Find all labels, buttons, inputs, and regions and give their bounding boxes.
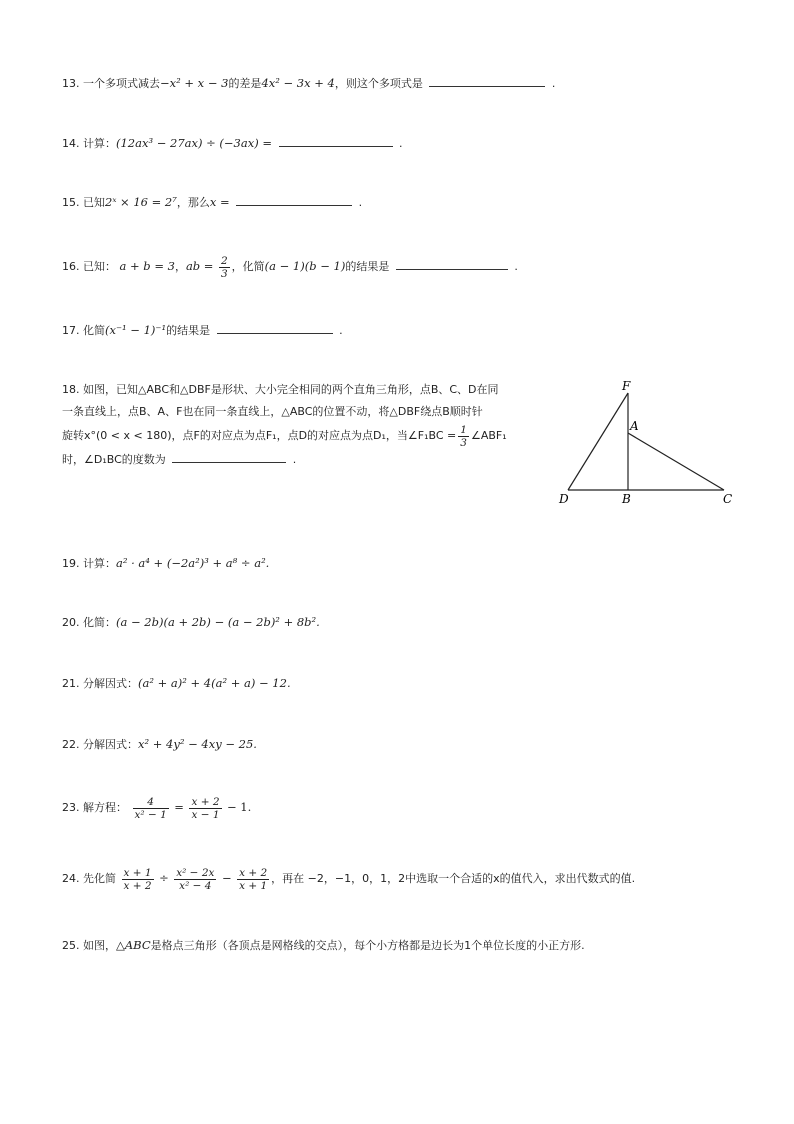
- q24-text-pre: 先化简: [83, 872, 116, 885]
- label-B: B: [622, 492, 631, 506]
- q21-expr: (a² + a)² + 4(a² + a) − 12.: [138, 676, 291, 690]
- q24-text-post: ，再在 −2，−1，0，1，2中选取一个合适的x的值代入，求出代数式的值.: [271, 872, 636, 885]
- q18-line-3: [62, 423, 552, 449]
- q17-answer-blank[interactable]: [217, 323, 333, 334]
- q19-expr: a² · a⁴ + (−2a²)³ + a⁸ ÷ a².: [116, 556, 270, 570]
- q13-expr1: −x² + x − 3: [160, 76, 229, 90]
- q23-tail: − 1.: [227, 800, 252, 814]
- line-AC: [628, 433, 724, 490]
- q18-fraction: [458, 424, 469, 449]
- q19-text-pre: 计算：: [83, 557, 116, 570]
- q14-answer-blank[interactable]: [279, 136, 393, 147]
- q15-end: .: [358, 196, 363, 209]
- q17-text-pre: 化简: [83, 324, 105, 337]
- question-17: [62, 323, 343, 338]
- q22-number: 22.: [62, 738, 80, 751]
- q21-text-pre: 分解因式：: [83, 677, 138, 690]
- q24-fraction-3: [237, 867, 269, 892]
- question-13: [62, 76, 555, 91]
- question-19: [62, 556, 269, 571]
- q18-answer-blank[interactable]: [172, 452, 286, 463]
- question-24: [62, 863, 635, 894]
- q18-triangle-figure: [556, 376, 740, 508]
- q13-answer-blank[interactable]: [429, 76, 545, 87]
- q21-number: 21.: [62, 677, 80, 690]
- q23-frac2-denominator: x − 1: [191, 808, 220, 821]
- q23-fraction-1: [133, 796, 169, 821]
- q18-number: 18.: [62, 383, 80, 396]
- q17-end: .: [339, 324, 343, 337]
- q17-number: 17.: [62, 324, 80, 337]
- line-DF: [568, 393, 628, 490]
- q25-number: 25.: [62, 939, 80, 952]
- q16-answer-blank[interactable]: [396, 259, 508, 270]
- q22-expr: x² + 4y² − 4xy − 25.: [138, 737, 257, 751]
- q13-text-pre: 一个多项式减去: [83, 77, 160, 90]
- q15-number: 15.: [62, 196, 80, 209]
- question-20: [62, 615, 320, 630]
- q16-cond2: ab =: [185, 259, 214, 273]
- q15-var: x =: [209, 195, 230, 209]
- q24-number: 24.: [62, 872, 80, 885]
- q15-text-pre: 已知: [83, 196, 105, 209]
- q14-text-pre: 计算：: [83, 137, 116, 150]
- q23-fraction-2: [189, 796, 221, 821]
- q16-cond1: a + b = 3: [119, 259, 175, 273]
- q20-text-pre: 化简：: [83, 616, 116, 629]
- q16-frac-denominator: 3: [220, 267, 228, 280]
- question-18: [62, 379, 552, 471]
- q16-text-post: 的结果是: [345, 260, 390, 273]
- q16-text-mid: ，化简: [231, 260, 265, 273]
- q24-minus: −: [221, 871, 232, 885]
- q16-end: .: [514, 260, 518, 273]
- q17-text-post: 的结果是: [166, 324, 211, 337]
- label-D: D: [559, 492, 569, 506]
- q24-frac3-numerator: x + 2: [239, 866, 268, 879]
- q20-number: 20.: [62, 616, 80, 629]
- q22-text-pre: 分解因式：: [83, 738, 138, 751]
- q23-text-pre: 解方程：: [83, 801, 127, 814]
- q18-line3-post: ∠ABF₁: [470, 429, 507, 442]
- q24-frac2-numerator: x² − 2x: [176, 866, 215, 879]
- q18-frac-numerator: 1: [460, 423, 467, 436]
- q16-expr: (a − 1)(b − 1): [264, 259, 346, 273]
- question-15: [62, 195, 362, 210]
- q24-fraction-2: [174, 867, 216, 892]
- q24-fraction-1: [122, 867, 154, 892]
- q19-number: 19.: [62, 557, 80, 570]
- q25-text-post: 是格点三角形（各顶点是网格线的交点），每个小方格都是边长为1个单位长度的小正方形.: [150, 939, 585, 952]
- q23-frac1-denominator: x² − 1: [134, 808, 167, 821]
- q18-line3-pre: 旋转x°(0 < x < 180)，点F的对应点为点F₁，点D的对应点为点D₁，当∠F₁BC =: [62, 429, 457, 442]
- q24-frac1-numerator: x + 1: [123, 866, 152, 879]
- q15-answer-blank[interactable]: [236, 195, 352, 206]
- q24-divide: ÷: [159, 871, 169, 885]
- q18-line4-pre: 时，∠D₁BC的度数为: [62, 453, 166, 466]
- q20-expr: (a − 2b)(a + 2b) − (a − 2b)² + 8b².: [116, 615, 320, 629]
- q15-text-mid: ，那么: [176, 196, 210, 209]
- question-23: [62, 792, 251, 823]
- q16-fraction: [219, 255, 230, 280]
- q16-text-pre: 已知：: [83, 260, 116, 273]
- q15-expr: 2ˣ × 16 = 2⁷: [105, 195, 177, 209]
- q14-end: .: [399, 137, 403, 150]
- q18-line-1: [62, 379, 552, 401]
- q24-frac1-denominator: x + 2: [123, 879, 152, 892]
- q23-number: 23.: [62, 801, 80, 814]
- q14-number: 14.: [62, 137, 80, 150]
- q25-text-pre: 如图，: [83, 939, 116, 952]
- q16-number: 16.: [62, 260, 80, 273]
- q18-line1-text: 如图，已知△ABC和△DBF是形状、大小完全相同的两个直角三角形，点B、C、D在同: [83, 383, 499, 396]
- q18-line-2: 一条直线上，点B、A、F也在同一条直线上，△ABC的位置不动，将△DBF绕点B顺时针: [62, 405, 483, 418]
- q13-expr2: 4x² − 3x + 4: [261, 76, 335, 90]
- q16-sep: ，: [174, 260, 186, 273]
- q23-equals: =: [174, 800, 184, 814]
- q13-text-post: ，则这个多项式是: [334, 77, 423, 90]
- q13-number: 13.: [62, 77, 80, 90]
- q17-expr: (x⁻¹ − 1)⁻¹: [105, 323, 167, 337]
- question-22: [62, 737, 257, 752]
- q24-frac2-denominator: x² − 4: [179, 879, 212, 892]
- q23-frac2-numerator: x + 2: [191, 795, 220, 808]
- q13-text-mid: 的差是: [228, 77, 262, 90]
- label-F: F: [622, 379, 631, 393]
- q18-frac-denominator: 3: [460, 436, 467, 449]
- question-25: [62, 938, 585, 953]
- label-A: A: [630, 419, 639, 433]
- q16-frac-numerator: 2: [220, 254, 228, 267]
- q18-end: .: [292, 453, 297, 466]
- q14-expr: (12ax³ − 27ax) ÷ (−3ax) =: [116, 136, 272, 150]
- question-21: [62, 676, 291, 691]
- q13-end: .: [551, 77, 556, 90]
- q18-line-4: [62, 449, 552, 471]
- q24-frac3-denominator: x + 1: [239, 879, 268, 892]
- question-16: [62, 253, 518, 280]
- q25-triangle: △ABC: [116, 938, 151, 952]
- question-14: [62, 136, 403, 151]
- q23-frac1-numerator: 4: [133, 796, 169, 809]
- label-C: C: [723, 492, 733, 506]
